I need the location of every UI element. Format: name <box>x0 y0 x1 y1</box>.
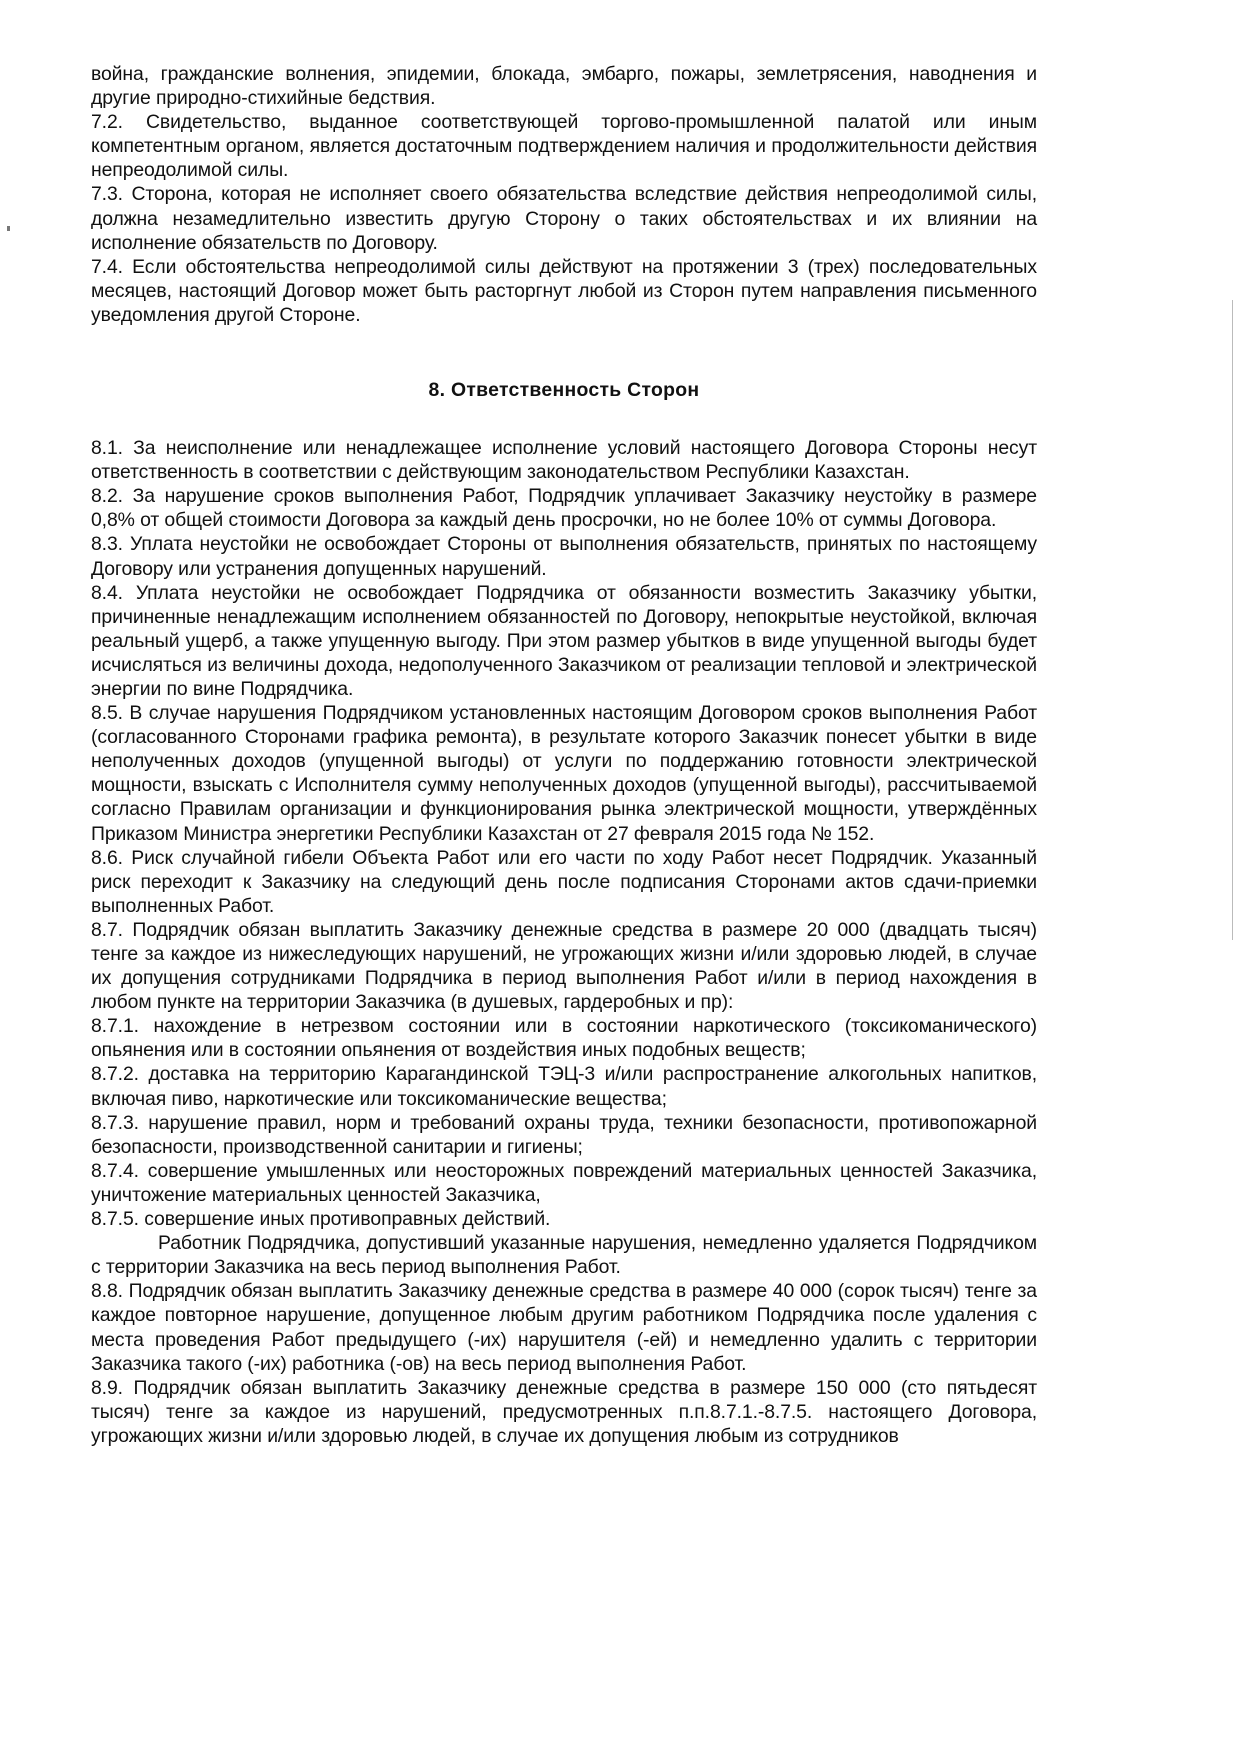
scan-artifact-right <box>1232 300 1233 940</box>
paragraph-8-9: 8.9. Подрядчик обязан выплатить Заказчику денежные средства в размере 150 000 (сто пятьдесят тысяч) тенге за каждое из нарушений, предусмотренных п.п.8.7.1.-8.7.5. настоящего Договора, угрожающих жизни и/или здоровью людей, в случае их допущения любым из сотрудников <box>91 1376 1037 1447</box>
paragraph-8-7-4: 8.7.4. совершение умышленных или неосторожных повреждений материальных ценностей Заказчика, уничтожение материальных ценностей Заказчика, <box>91 1159 1037 1206</box>
paragraph-8-7-3: 8.7.3. нарушение правил, норм и требований охраны труда, техники безопасности, противопожарной безопасности, производственной санитарии и гигиены; <box>91 1111 1037 1158</box>
scan-artifact-left <box>7 226 10 231</box>
paragraph-8-7-5: 8.7.5. совершение иных противоправных действий. <box>91 1208 551 1231</box>
paragraph-removal-note: Работник Подрядчика, допустивший указанные нарушения, немедленно удаляется Подрядчиком с территории Заказчика на весь период выполнения Работ. <box>91 1232 1037 1279</box>
paragraph-8-2: 8.2. За нарушение сроков выполнения Работ, Подрядчик уплачивает Заказчику неустойку в размере 0,8% от общей стоимости Договора за каждый день просрочки, но не более 10% от суммы Договора. <box>91 485 1037 532</box>
paragraph-8-4: 8.4. Уплата неустойки не освобождает Подрядчика от обязанности возместить Заказчику убытки, причиненные ненадлежащим исполнением обязанностей по Договору, непокрытые неустойкой, включая реальный ущерб, а также упущенную выгоду. При этом размер убытков в виде упущенной выгоды будет исчисляться из величины дохода, недополученного Заказчиком от реализации тепловой и электрической энергии по вине Подрядчика. <box>91 581 1037 700</box>
paragraph-8-7: 8.7. Подрядчик обязан выплатить Заказчику денежные средства в размере 20 000 (двадцать тысяч) тенге за каждое из нижеследующих нарушений, не угрожающих жизни и/или здоровью людей, в случае их допущения сотрудниками Подрядчика в период выполнения Работ и/или в период нахождения в любом пункте на территории Заказчика (в душевых, гардеробных и пр): <box>91 918 1037 1014</box>
paragraph-8-7-2: 8.7.2. доставка на территорию Карагандинской ТЭЦ-3 и/или распространение алкогольных напитков, включая пиво, наркотические или токсикоманические вещества; <box>91 1063 1037 1110</box>
paragraph-8-3: 8.3. Уплата неустойки не освобождает Стороны от выполнения обязательств, принятых по настоящему Договору или устранения допущенных нарушений. <box>91 533 1037 580</box>
paragraph-8-6: 8.6. Риск случайной гибели Объекта Работ или его части по ходу Работ несет Подрядчик. Указанный риск переходит к Заказчику на следующий день после подписания Сторонами актов сдачи-приемки выполненных Работ. <box>91 846 1037 917</box>
paragraph-8-5: 8.5. В случае нарушения Подрядчиком установленных настоящим Договором сроков выполнения Работ (согласованного Сторонами графика ремонта), в результате которого Заказчик понесет убытки в виде неполученных доходов (упущенной выгоды) от услуги по поддержанию готовности электрической мощности, взыскать с Исполнителя сумму неполученных доходов (упущенной выгоды), рассчитываемой согласно Правилам организации и функционирования рынка электрической мощности, утверждённых Приказом Министра энергетики Республики Казахстан от 27 февраля 2015 года № 152. <box>91 702 1037 845</box>
paragraph-7-4: 7.4. Если обстоятельства непреодолимой силы действуют на протяжении 3 (трех) последовательных месяцев, настоящий Договор может быть расторгнут любой из Сторон путем направления письменного уведомления другой Стороне. <box>91 255 1037 326</box>
paragraph-7-2: 7.2. Свидетельство, выданное соответствующей торгово-промышленной палатой или иным компетентным органом, является достаточным подтверждением наличия и продолжительности действия непреодолимой силы. <box>91 111 1037 182</box>
paragraph-8-8: 8.8. Подрядчик обязан выплатить Заказчику денежные средства в размере 40 000 (сорок тысяч) тенге за каждое повторное нарушение, допущенное любым другим работником Подрядчика после удаления с места проведения Работ предыдущего (-их) нарушителя (-ей) и немедленно удалить с территории Заказчика такого (-их) работника (-ов) на весь период выполнения Работ. <box>91 1280 1037 1375</box>
paragraph-7-1-continued: война, гражданские волнения, эпидемии, блокада, эмбарго, пожары, землетрясения, наводнения и другие природно-стихийные бедствия. <box>91 63 1037 110</box>
paragraph-8-1: 8.1. За неисполнение или ненадлежащее исполнение условий настоящего Договора Стороны несут ответственность в соответствии с действующим законодательством Республики Казахстан. <box>91 437 1037 484</box>
document-page <box>91 62 1037 1448</box>
paragraph-8-7-1: 8.7.1. нахождение в нетрезвом состоянии или в состоянии наркотического (токсикоманического) опьянения или в состоянии опьянения от воздействия иных подобных веществ; <box>91 1015 1037 1062</box>
paragraph-7-3: 7.3. Сторона, которая не исполняет своего обязательства вследствие действия непреодолимой силы, должна незамедлительно известить другую Сторону о таких обстоятельствах и их влиянии на исполнение обязательств по Договору. <box>91 183 1037 254</box>
section-8-heading: 8. Ответственность Сторон <box>428 379 700 402</box>
